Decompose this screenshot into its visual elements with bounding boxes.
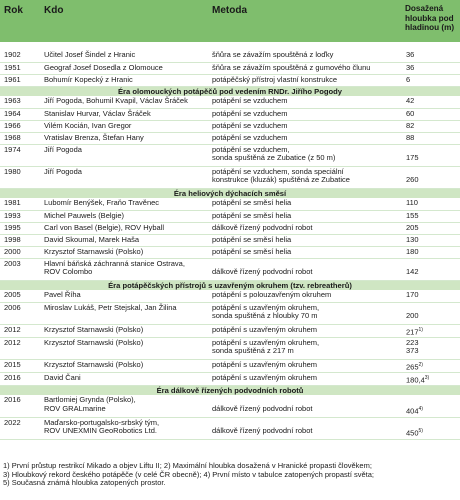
cell-method	[208, 108, 402, 120]
cell-who	[40, 417, 208, 439]
method-line: potápění s uzavřeným okruhem	[212, 372, 318, 382]
cell-year: 1902	[0, 50, 40, 62]
cell-depth	[402, 222, 460, 234]
who-line: Michel Pauwels (Belgie)	[44, 210, 125, 220]
cell-method	[208, 120, 402, 132]
method-line: potápění s uzavřeným okruhem,	[212, 302, 320, 312]
cell-method	[208, 144, 402, 166]
cell-year: 1963	[0, 96, 40, 108]
header-method: Metoda	[208, 0, 402, 42]
table-row	[0, 302, 460, 324]
cell-year: 1961	[0, 74, 40, 86]
who-line: Jiří Pogoda	[44, 166, 82, 176]
cell-year: 1951	[0, 62, 40, 74]
cell-year: 1964	[0, 108, 40, 120]
cell-depth	[402, 246, 460, 258]
cell-depth	[402, 198, 460, 210]
cell-method	[208, 50, 402, 62]
header-depth	[402, 0, 460, 42]
depth-value: 265	[406, 362, 419, 371]
cell-depth	[402, 96, 460, 108]
who-line: Vratislav Brenza, Štefan Hany	[44, 132, 144, 142]
depth-value: 180	[406, 246, 419, 256]
cell-who	[40, 74, 208, 86]
cell-year: 2005	[0, 290, 40, 302]
table-row	[0, 166, 460, 188]
cell-depth	[402, 50, 460, 62]
method-line: potápění s uzavřeným okruhem	[212, 359, 318, 369]
footnote-line: 3) Hloubkový rekord českého potápěče (v celé ČR obecně); 4) První místo v tabulce zatopených propastí světa;	[3, 469, 375, 479]
method-line: potápění se vzduchem	[212, 132, 288, 142]
depth-value: 260	[406, 175, 419, 184]
cell-depth	[402, 290, 460, 302]
cell-year: 2006	[0, 302, 40, 324]
cell-depth	[402, 302, 460, 324]
method-line: potápění s polouzavřeným okruhem	[212, 290, 332, 299]
cell-who	[40, 50, 208, 62]
depth-value: 60	[406, 108, 415, 118]
cell-who	[40, 96, 208, 108]
who-line: Miroslav Lukáš, Petr Stejskal, Jan Žilina	[44, 302, 177, 312]
cell-depth	[402, 210, 460, 222]
method-line: šňůra se závažím spouštěná z loďky	[212, 50, 334, 59]
cell-method	[208, 132, 402, 144]
table-row	[0, 62, 460, 74]
who-line: Krzysztof Starnawski (Polsko)	[44, 324, 144, 334]
cell-method	[208, 417, 402, 439]
footnote-marker: 3)	[424, 374, 430, 381]
depth-value: 142	[406, 267, 419, 276]
cell-method	[208, 246, 402, 258]
table-row	[0, 132, 460, 144]
cell-who	[40, 144, 208, 166]
who-line: Stanislav Hurvar, Václav Šráček	[44, 108, 151, 118]
cell-depth	[402, 166, 460, 188]
cell-year: 1981	[0, 198, 40, 210]
method-line: sonda spuštěná ze Zubatice (z 50 m)	[212, 153, 336, 162]
who-line: Hlavní báňská záchranná stanice Ostrava,	[44, 258, 185, 268]
cell-who	[40, 234, 208, 246]
depth-value: 36	[406, 50, 415, 59]
cell-method	[208, 258, 402, 280]
depth-value: 82	[406, 120, 415, 130]
who-line: Pavel Říha	[44, 290, 81, 299]
header-who: Kdo	[40, 0, 208, 42]
era-heading: Éra heliových dýchacích směsí	[0, 188, 460, 198]
table-row	[0, 50, 460, 62]
depth-value: 88	[406, 132, 415, 142]
table-row	[0, 290, 460, 302]
cell-year: 1980	[0, 166, 40, 188]
who-line: Krzysztof Starnawski (Polsko)	[44, 246, 144, 256]
table-row	[0, 210, 460, 222]
cell-who	[40, 120, 208, 132]
cell-who	[40, 359, 208, 372]
method-line: potápění s uzavřeným okruhem	[212, 324, 318, 334]
who-line: ROV Colombo	[44, 267, 93, 276]
era-heading-row	[0, 86, 460, 96]
depth-value: 450	[406, 428, 419, 438]
cell-depth	[402, 234, 460, 246]
who-line: Krzysztof Starnawski (Polsko)	[44, 337, 144, 347]
method-line: potápění se směsí helia	[212, 198, 292, 207]
footnotes	[3, 462, 458, 488]
table-row	[0, 417, 460, 439]
table-spacer-row	[0, 42, 460, 50]
footnote-line: 5) Současná známá hloubka zatopených prostor.	[3, 478, 166, 487]
table-row	[0, 198, 460, 210]
table-row	[0, 120, 460, 132]
who-line: Učitel Josef Šindel z Hranic	[44, 50, 136, 59]
method-line: sonda spuštěná z hloubky 70 m	[212, 311, 318, 320]
table-body	[0, 42, 460, 439]
table-row	[0, 96, 460, 108]
depth-value: 175	[406, 153, 419, 162]
cell-method	[208, 166, 402, 188]
table-row	[0, 324, 460, 337]
depth-value: 110	[406, 198, 418, 207]
table-row	[0, 395, 460, 417]
cell-method	[208, 198, 402, 210]
cell-year: 1966	[0, 120, 40, 132]
cell-method	[208, 372, 402, 385]
who-line: Krzysztof Starnawski (Polsko)	[44, 359, 144, 369]
footnote-marker: 5)	[418, 428, 423, 434]
cell-year: 1998	[0, 234, 40, 246]
cell-who	[40, 337, 208, 359]
header-depth-line-2: hloubka pod	[405, 13, 454, 23]
table-row	[0, 359, 460, 372]
method-line: konstrukce (kluzák) spuštěná ze Zubatice	[212, 175, 350, 184]
cell-depth	[402, 359, 460, 372]
cell-year: 2012	[0, 324, 40, 337]
who-line: Jiří Pogoda, Bohumil Kvapil, Václav Šráček	[44, 96, 188, 105]
cell-who	[40, 246, 208, 258]
cell-method	[208, 290, 402, 302]
who-line: David Skoumal, Marek Haša	[44, 234, 140, 244]
method-line: dálkově řízený podvodní robot	[212, 222, 313, 232]
table-row	[0, 372, 460, 385]
cell-who	[40, 62, 208, 74]
cell-year: 1974	[0, 144, 40, 166]
cell-who	[40, 372, 208, 385]
method-line: potápěčský přístroj vlastní konstrukce	[212, 74, 338, 84]
method-line: potápění se vzduchem,	[212, 144, 290, 154]
footnote-marker: 1)	[418, 326, 423, 333]
depth-value: 200	[406, 311, 419, 320]
spacer-cell	[0, 42, 460, 50]
table-row	[0, 144, 460, 166]
cell-method	[208, 395, 402, 417]
cell-method	[208, 337, 402, 359]
who-line: Vilém Kocián, Ivan Gregor	[44, 120, 132, 130]
who-line: Bartlomiej Gryndа (Polsko),	[44, 395, 136, 404]
depth-value: 180,4	[406, 375, 425, 384]
cell-year: 1993	[0, 210, 40, 222]
depth-value: 6	[406, 74, 411, 84]
method-line: potápění s uzavřeným okruhem,	[212, 337, 320, 347]
depth-value: 130	[406, 234, 419, 244]
cell-method	[208, 96, 402, 108]
cell-method	[208, 234, 402, 246]
footnote-marker: 4)	[418, 405, 423, 412]
depth-value: 205	[406, 222, 419, 232]
cell-method	[208, 210, 402, 222]
method-line: potápění se směsí helia	[212, 234, 292, 244]
depth-value: 404	[406, 406, 419, 415]
method-line: dálkově řízený podvodní robot	[212, 426, 313, 435]
cell-year: 1995	[0, 222, 40, 234]
cell-depth	[402, 62, 460, 74]
cell-depth	[402, 120, 460, 132]
cell-year: 1968	[0, 132, 40, 144]
depth-value: 36	[406, 62, 415, 72]
who-line: Bohumír Kopecký z Hranic	[44, 74, 133, 84]
depth-value: 217	[406, 327, 419, 336]
cell-method	[208, 62, 402, 74]
who-line: ROV GRALmarine	[44, 403, 106, 413]
who-line: David Čani	[44, 372, 81, 382]
method-line: potápění se směsí helia	[212, 246, 292, 256]
method-line: dálkově řízený podvodní robot	[212, 267, 313, 276]
era-heading: Éra potápěčských přístrojů s uzavřeným okruhem (tzv. rebreatherů)	[0, 280, 460, 290]
header-depth-line-3: hladinou (m)	[405, 23, 455, 32]
cell-depth	[402, 372, 460, 385]
table-row	[0, 246, 460, 258]
method-line: sonda spuštěná z 217 m	[212, 346, 294, 355]
cell-year: 2016	[0, 372, 40, 385]
footnote-marker: 2)	[418, 361, 423, 368]
cell-year: 2000	[0, 246, 40, 258]
who-line: Geograf Josef Dosedla z Olomouce	[44, 62, 163, 72]
cell-year: 2015	[0, 359, 40, 372]
cell-who	[40, 198, 208, 210]
cell-method	[208, 324, 402, 337]
header-year: Rok	[0, 0, 40, 42]
depth-value-alt: 373	[406, 346, 419, 355]
table-row	[0, 222, 460, 234]
cell-who	[40, 395, 208, 417]
depth-value: 170	[406, 290, 419, 299]
cell-who	[40, 222, 208, 234]
cell-method	[208, 302, 402, 324]
cell-who	[40, 166, 208, 188]
who-line: ROV UNEXMIN GeoRobotics Ltd.	[44, 426, 157, 435]
era-heading: Éra olomouckých potápěčů pod vedením RNDr. Jiřího Pogody	[0, 86, 460, 96]
cell-year: 2003	[0, 258, 40, 280]
cell-method	[208, 222, 402, 234]
cell-who	[40, 132, 208, 144]
who-line: Carl von Basel (Belgie), ROV Hyball	[44, 222, 165, 232]
method-line: potápění se vzduchem	[212, 96, 288, 105]
method-line: potápění se vzduchem	[212, 120, 288, 130]
method-line: potápění se směsí helia	[212, 210, 292, 220]
cell-year: 2012	[0, 337, 40, 359]
cell-year: 2016	[0, 395, 40, 417]
cell-depth	[402, 337, 460, 359]
who-line: Maďarsko-portugalsko-srbský tým,	[44, 417, 160, 427]
cell-method	[208, 359, 402, 372]
cell-method	[208, 74, 402, 86]
cell-depth	[402, 132, 460, 144]
cell-who	[40, 302, 208, 324]
era-heading-row	[0, 280, 460, 290]
table-header	[0, 0, 460, 42]
method-line: potápění se vzduchem, sonda speciální	[212, 166, 344, 176]
cell-depth	[402, 258, 460, 280]
depth-value: 155	[406, 210, 419, 220]
table-row	[0, 337, 460, 359]
method-line: dálkově řízený podvodní robot	[212, 403, 313, 413]
depth-value: 223	[406, 337, 419, 347]
era-heading: Éra dálkově řízených podvodních robotů	[0, 385, 460, 395]
era-heading-row	[0, 188, 460, 198]
table-row	[0, 108, 460, 120]
table-row	[0, 74, 460, 86]
cell-depth	[402, 108, 460, 120]
cell-who	[40, 108, 208, 120]
cell-depth	[402, 417, 460, 439]
table-row	[0, 234, 460, 246]
method-line: potápění se vzduchem	[212, 108, 288, 118]
who-line: Lubomír Benýšek, Fraňo Travěnec	[44, 198, 160, 207]
cell-year: 2022	[0, 417, 40, 439]
cell-depth	[402, 74, 460, 86]
footnote-line: 1) První průstup restrikcí Mikado a objev Liftu II; 2) Maximální hloubka dosažená v Hranické propasti člověkem;	[3, 461, 372, 470]
cell-who	[40, 210, 208, 222]
cell-depth	[402, 324, 460, 337]
cell-depth	[402, 395, 460, 417]
cell-depth	[402, 144, 460, 166]
header-depth-line-1: Dosažená	[405, 4, 444, 13]
era-heading-row	[0, 385, 460, 395]
who-line: Jiří Pogoda	[44, 144, 82, 154]
method-line: šňůra se závažím spouštěná z gumového člunu	[212, 62, 371, 72]
cell-who	[40, 290, 208, 302]
table-row	[0, 258, 460, 280]
cell-who	[40, 324, 208, 337]
depth-value: 42	[406, 96, 415, 105]
cell-who	[40, 258, 208, 280]
